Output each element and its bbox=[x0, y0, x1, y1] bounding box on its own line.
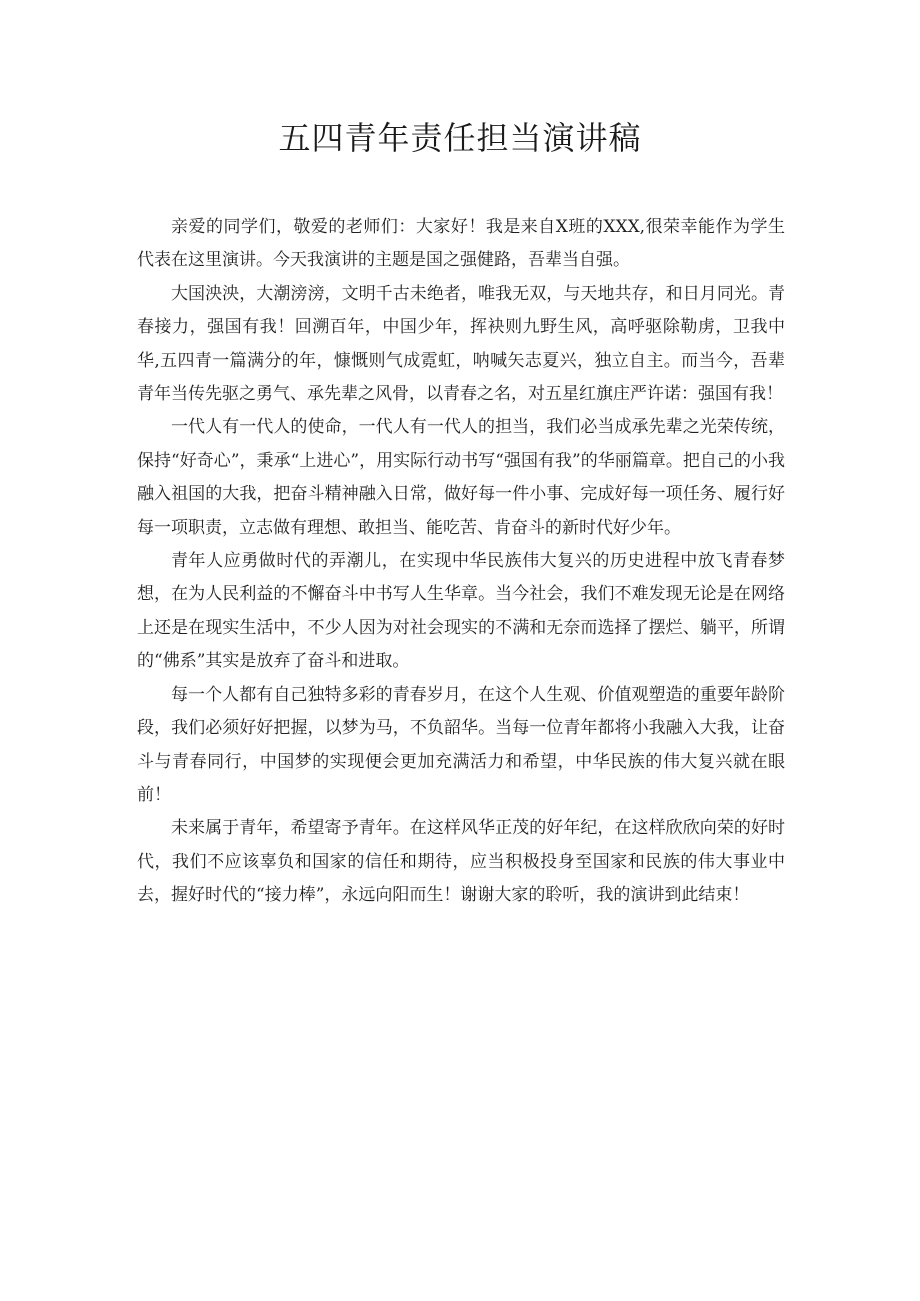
paragraph: 青年人应勇做时代的弄潮儿，在实现中华民族伟大复兴的历史进程中放飞青春梦想，在为人民利益的不懈奋斗中书写人生华章。当今社会，我们不难发现无论是在网络上还是在现实生活中，不少人因为对社会现实的不满和无奈而选择了摆烂、躺平，所谓的“佛系”其实是放弃了奋斗和进取。 bbox=[137, 551, 785, 672]
paragraph: 每一个人都有自己独特多彩的青春岁月，在这个人生观、价值观塑造的重要年龄阶段，我们必须好好把握，以梦为马，不负韶华。当每一位青年都将小我融入大我，让奋斗与青春同行，中国梦的实现便会更加充满活力和希望，中华民族的伟大复兴就在眼前！ bbox=[137, 684, 785, 805]
paragraph: 大国泱泱，大潮滂滂，文明千古未绝者，唯我无双，与天地共存，和日月同光。青春接力，强国有我！回溯百年，中国少年，挥袂则九野生风，高呼驱除勒虏，卫我中华,五四青一篇满分的年，慷慨则气成霓虹，呐喊矢志夏兴，独立自主。而当今，吾辈青年当传先驱之勇气、承先辈之风骨，以青春之名，对五星红旗庄严许诺：强国有我！ bbox=[137, 283, 785, 405]
paragraph: 一代人有一代人的使命，一代人有一代人的担当，我们必当成承先辈之光荣传统，保持“好奇心”，秉承“上进心”，用实际行动书写“强国有我”的华丽篇章。把自己的小我融入祖国的大我，把奋斗精神融入日常，做好每一件小事、完成好每一项任务、履行好每一项职责，立志做有理想、敢担当、能吃苦、肯奋斗的新时代好少年。 bbox=[137, 417, 785, 538]
paragraph: 未来属于青年，希望寄予青年。在这样风华正茂的好年纪，在这样欣欣向荣的好时代，我们不应该辜负和国家的信任和期待，应当积极投身至国家和民族的伟大事业中去，握好时代的“接力棒”，永远向阳而生！谢谢大家的聆听，我的演讲到此结束！ bbox=[137, 818, 785, 906]
paragraph: 亲爱的同学们，敬爱的老师们：大家好！我是来自X班的XXX,很荣幸能作为学生代表在这里演讲。今天我演讲的主题是国之强健路，吾辈当自强。 bbox=[137, 217, 785, 271]
document-title: 五四青年责任担当演讲稿 bbox=[278, 119, 642, 157]
document-body bbox=[137, 211, 785, 913]
